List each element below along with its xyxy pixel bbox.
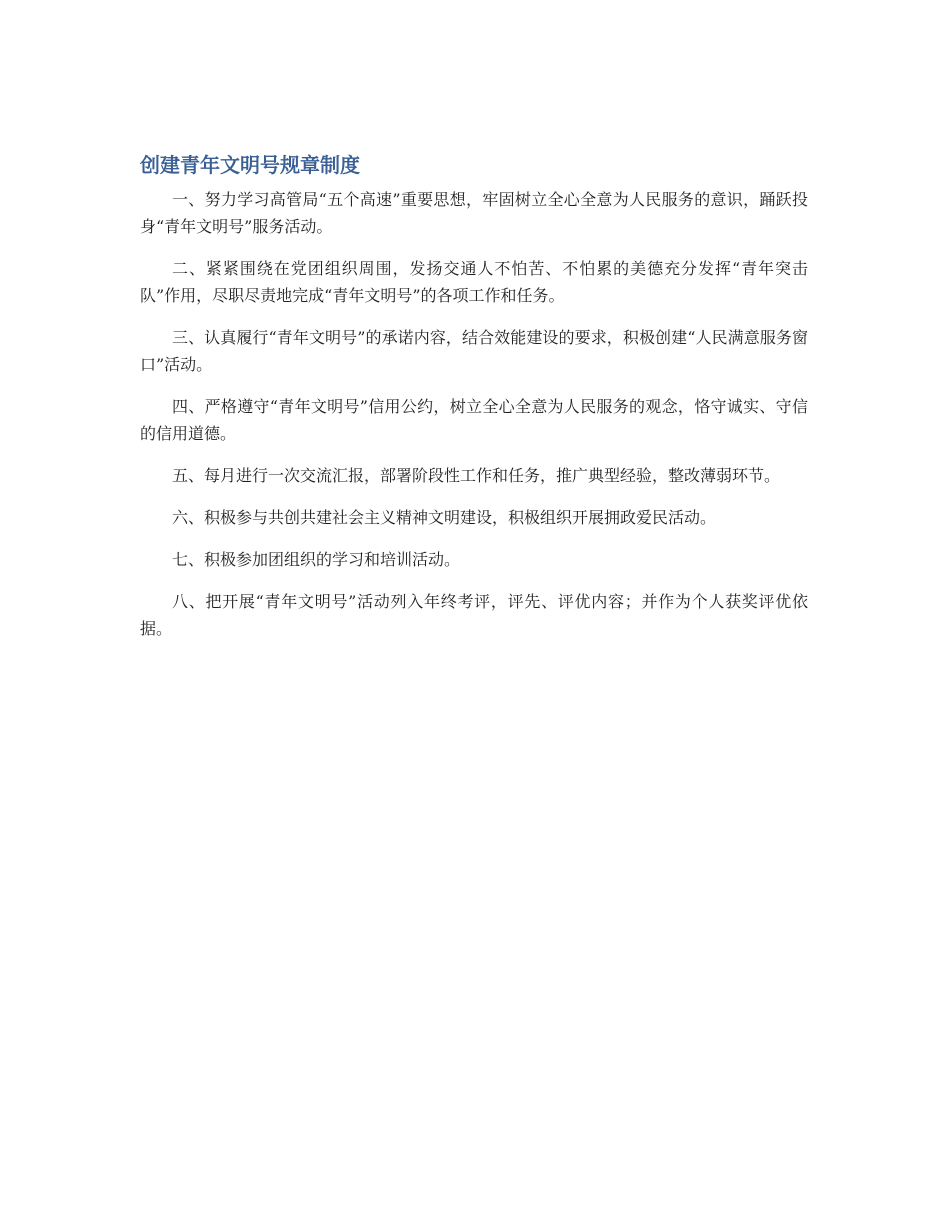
document-body <box>140 150 808 657</box>
rule-paragraph-8: 八、把开展“青年文明号”活动列入年终考评，评先、评优内容；并作为个人获奖评优依据。 <box>140 592 808 638</box>
rule-paragraph-5: 五、每月进行一次交流汇报，部署阶段性工作和任务，推广典型经验，整改薄弱环节。 <box>172 466 781 485</box>
rule-paragraph-2: 二、紧紧围绕在党团组织周围，发扬交通人不怕苦、不怕累的美德充分发挥“青年突击队”作用，尽职尽责地完成“青年文明号”的各项工作和任务。 <box>140 259 808 305</box>
rule-paragraph-7: 七、积极参加团组织的学习和培训活动。 <box>172 550 461 569</box>
rule-paragraph-4: 四、严格遵守“青年文明号”信用公约，树立全心全意为人民服务的观念，恪守诚实、守信的信用道德。 <box>140 397 808 443</box>
rule-paragraph-1: 一、努力学习高管局“五个高速”重要思想，牢固树立全心全意为人民服务的意识，踊跃投身“青年文明号”服务活动。 <box>140 190 808 236</box>
document-title: 创建青年文明号规章制度 <box>140 153 360 177</box>
rule-paragraph-3: 三、认真履行“青年文明号”的承诺内容，结合效能建设的要求，积极创建“人民满意服务窗口”活动。 <box>140 328 808 374</box>
rule-paragraph-6: 六、积极参与共创共建社会主义精神文明建设，积极组织开展拥政爱民活动。 <box>172 508 717 527</box>
